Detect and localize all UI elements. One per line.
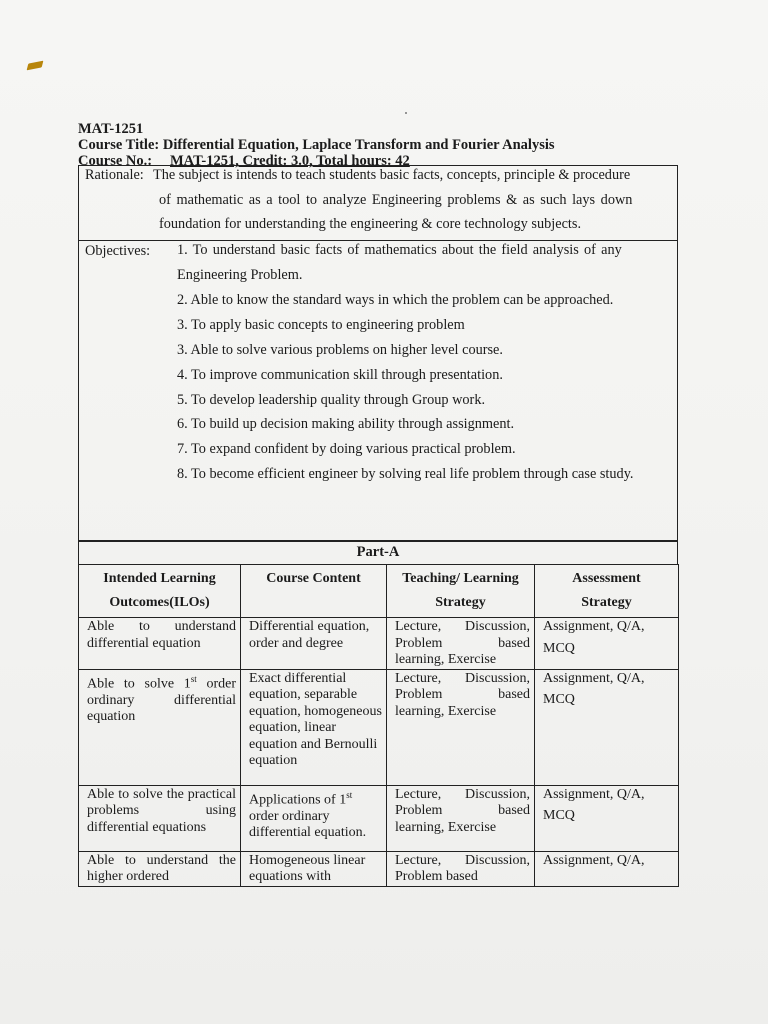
rationale-label: Rationale: <box>85 167 144 183</box>
col-header-teaching: Teaching/ Learning Strategy <box>387 565 535 618</box>
objectives-box <box>78 240 678 541</box>
rationale-line-1: The subject is intends to teach students basic facts, concepts, principle & procedure <box>153 167 631 183</box>
strategy-cell: Lecture, Discussion, Problem based learning, Exercise <box>387 618 535 670</box>
ilo-cell: Able to understand the higher ordered <box>79 851 241 886</box>
part-a-table <box>78 564 679 887</box>
ilo-cell: Able to solve 1st order ordinary differential equation <box>79 669 241 785</box>
content-cell: Applications of 1st order ordinary differential equation. <box>241 785 387 851</box>
objectives-label: Objectives: <box>85 243 151 259</box>
table-row <box>79 851 679 886</box>
objective-item: 7. To expand confident by doing various practical problem. <box>177 441 516 457</box>
speck <box>405 112 407 114</box>
strategy-cell: Lecture, Discussion, Problem based learning, Exercise <box>387 669 535 785</box>
objective-item: 8. To become efficient engineer by solving real life problem through case study. <box>177 466 634 482</box>
objective-item: 3. Able to solve various problems on higher level course. <box>177 342 503 358</box>
course-code: MAT-1251 <box>78 121 144 137</box>
course-title-line <box>78 137 555 153</box>
objective-item: 2. Able to know the standard ways in which the problem can be approached. <box>177 292 614 308</box>
course-no-label: Course No.: <box>78 153 153 169</box>
course-title: Differential Equation, Laplace Transform and Fourier Analysis <box>162 137 555 153</box>
part-a-title: Part-A <box>78 541 678 565</box>
objective-item: Engineering Problem. <box>177 267 303 283</box>
col-header-ilos: Intended Learning Outcomes(ILOs) <box>79 565 241 618</box>
col-header-assessment: Assessment Strategy <box>535 565 679 618</box>
course-header <box>78 121 555 169</box>
assessment-cell: Assignment, Q/A, MCQ <box>535 669 679 785</box>
objective-item: 6. To build up decision making ability through assignment. <box>177 416 515 432</box>
strategy-cell: Lecture, Discussion, Problem based <box>387 851 535 886</box>
content-cell: Differential equation, order and degree <box>241 618 387 670</box>
course-no-value: MAT-1251, Credit: 3.0, Total hours: 42 <box>170 153 410 169</box>
objective-item: 5. To develop leadership quality through Group work. <box>177 392 486 408</box>
col-header-content: Course Content <box>241 565 387 618</box>
table-row <box>79 669 679 785</box>
rationale-box <box>78 165 678 241</box>
course-title-label: Course Title: <box>78 137 160 153</box>
content-cell: Exact differential equation, separable equation, homogeneous equation, linear equation and Bernoulli equation <box>241 669 387 785</box>
ilo-cell: Able to solve the practical problems using differential equations <box>79 785 241 851</box>
table-row <box>79 618 679 670</box>
rationale-line-3: foundation for understanding the engineering & core technology subjects. <box>159 216 582 232</box>
objective-item: 3. To apply basic concepts to engineering problem <box>177 317 465 333</box>
table-header-row <box>79 565 679 618</box>
assessment-cell: Assignment, Q/A, MCQ <box>535 618 679 670</box>
assessment-cell: Assignment, Q/A, <box>535 851 679 886</box>
assessment-cell: Assignment, Q/A, MCQ <box>535 785 679 851</box>
content-cell: Homogeneous linear equations with <box>241 851 387 886</box>
rationale-line-2: of mathematic as a tool to analyze Engineering problems & as such lays down <box>159 192 633 208</box>
ilo-cell: Able to understand differential equation <box>79 618 241 670</box>
objective-item: 1. To understand basic facts of mathematics about the field analysis of any <box>177 242 622 258</box>
table-row <box>79 785 679 851</box>
strategy-cell: Lecture, Discussion, Problem based learning, Exercise <box>387 785 535 851</box>
staple-mark <box>27 61 44 71</box>
objective-item: 4. To improve communication skill through presentation. <box>177 367 503 383</box>
